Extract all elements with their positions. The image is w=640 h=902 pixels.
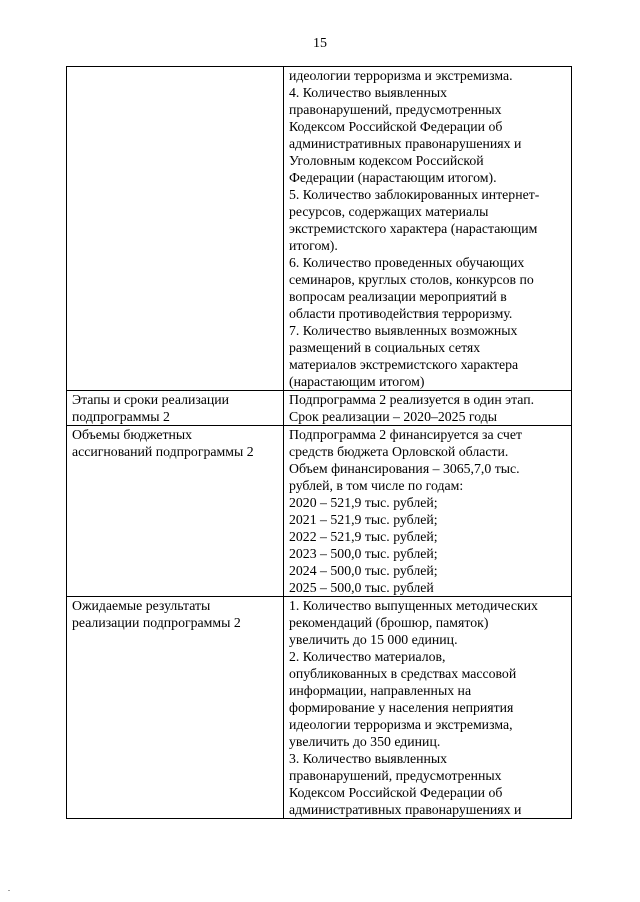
- content-line: 5. Количество заблокированных интернет-: [289, 187, 540, 202]
- content-line: Кодексом Российской Федерации об: [289, 119, 503, 134]
- content-line: административных правонарушениях и: [289, 802, 522, 817]
- content-line: рублей, в том числе по годам:: [289, 478, 464, 493]
- row-label-cell: [67, 597, 284, 819]
- content-line: административных правонарушениях и: [289, 136, 522, 151]
- content-line: Подпрограмма 2 реализуется в один этап.: [289, 392, 535, 407]
- content-line: 2025 – 500,0 тыс. рублей: [289, 580, 434, 595]
- table-row: [67, 391, 572, 426]
- content-line: Уголовным кодексом Российской: [289, 153, 484, 168]
- content-line: Кодексом Российской Федерации об: [289, 785, 503, 800]
- content-line: материалов экстремистского характера: [289, 357, 519, 372]
- content-line: Подпрограмма 2 финансируется за счет: [289, 427, 522, 442]
- page-number: 15: [313, 36, 327, 51]
- content-line: Срок реализации – 2020–2025 годы: [289, 409, 498, 424]
- label-line: ассигнований подпрограммы 2: [72, 444, 254, 459]
- content-line: информации, направленных на: [289, 683, 472, 698]
- row-label-cell: [67, 391, 284, 426]
- content-line: 4. Количество выявленных: [289, 85, 448, 100]
- content-line: области противодействия терроризму.: [289, 306, 513, 321]
- content-line: семинаров, круглых столов, конкурсов по: [289, 272, 534, 287]
- content-line: идеологии терроризма и экстремизма.: [289, 68, 513, 83]
- content-line: правонарушений, предусмотренных: [289, 102, 502, 117]
- content-line: средств бюджета Орловской области.: [289, 444, 509, 459]
- subprogram-passport-table: [66, 66, 572, 819]
- label-line: Объемы бюджетных: [72, 427, 193, 442]
- content-line: правонарушений, предусмотренных: [289, 768, 502, 783]
- content-line: Федерации (нарастающим итогом).: [289, 170, 497, 185]
- content-line: увеличить до 350 единиц.: [289, 734, 441, 749]
- row-content-cell: [284, 391, 572, 426]
- content-line: 1. Количество выпущенных методических: [289, 598, 538, 613]
- row-label-cell: [67, 426, 284, 597]
- content-line: 2023 – 500,0 тыс. рублей;: [289, 546, 438, 561]
- content-line: размещений в социальных сетях: [289, 340, 481, 355]
- content-line: (нарастающим итогом): [289, 374, 425, 389]
- row-content-cell: [284, 67, 572, 391]
- label-line: Ожидаемые результаты: [72, 598, 211, 613]
- label-line: реализации подпрограммы 2: [72, 615, 241, 630]
- row-content-cell: [284, 426, 572, 597]
- content-line: 3. Количество выявленных: [289, 751, 448, 766]
- content-line: 7. Количество выявленных возможных: [289, 323, 518, 338]
- content-line: опубликованных в средствах массовой: [289, 666, 517, 681]
- row-label-cell: [67, 67, 284, 391]
- content-line: вопросам реализации мероприятий в: [289, 289, 507, 304]
- content-line: формирование у населения неприятия: [289, 700, 514, 715]
- content-line: Объем финансирования – 3065,7,0 тыс.: [289, 461, 520, 476]
- content-line: 6. Количество проведенных обучающих: [289, 255, 525, 270]
- table-row: [67, 597, 572, 819]
- content-line: рекомендаций (брошюр, памяток): [289, 615, 489, 630]
- content-line: 2021 – 521,9 тыс. рублей;: [289, 512, 438, 527]
- margin-mark: .: [8, 884, 10, 893]
- content-line: 2022 – 521,9 тыс. рублей;: [289, 529, 438, 544]
- label-line: Этапы и сроки реализации: [72, 392, 230, 407]
- content-line: итогом).: [289, 238, 338, 253]
- row-content-cell: [284, 597, 572, 819]
- content-line: идеологии терроризма и экстремизма,: [289, 717, 513, 732]
- content-line: увеличить до 15 000 единиц.: [289, 632, 458, 647]
- content-line: ресурсов, содержащих материалы: [289, 204, 489, 219]
- label-line: подпрограммы 2: [72, 409, 170, 424]
- content-line: 2020 – 521,9 тыс. рублей;: [289, 495, 438, 510]
- content-line: экстремистского характера (нарастающим: [289, 221, 538, 236]
- table-row: [67, 426, 572, 597]
- table-row: [67, 67, 572, 391]
- content-line: 2. Количество материалов,: [289, 649, 446, 664]
- content-line: 2024 – 500,0 тыс. рублей;: [289, 563, 438, 578]
